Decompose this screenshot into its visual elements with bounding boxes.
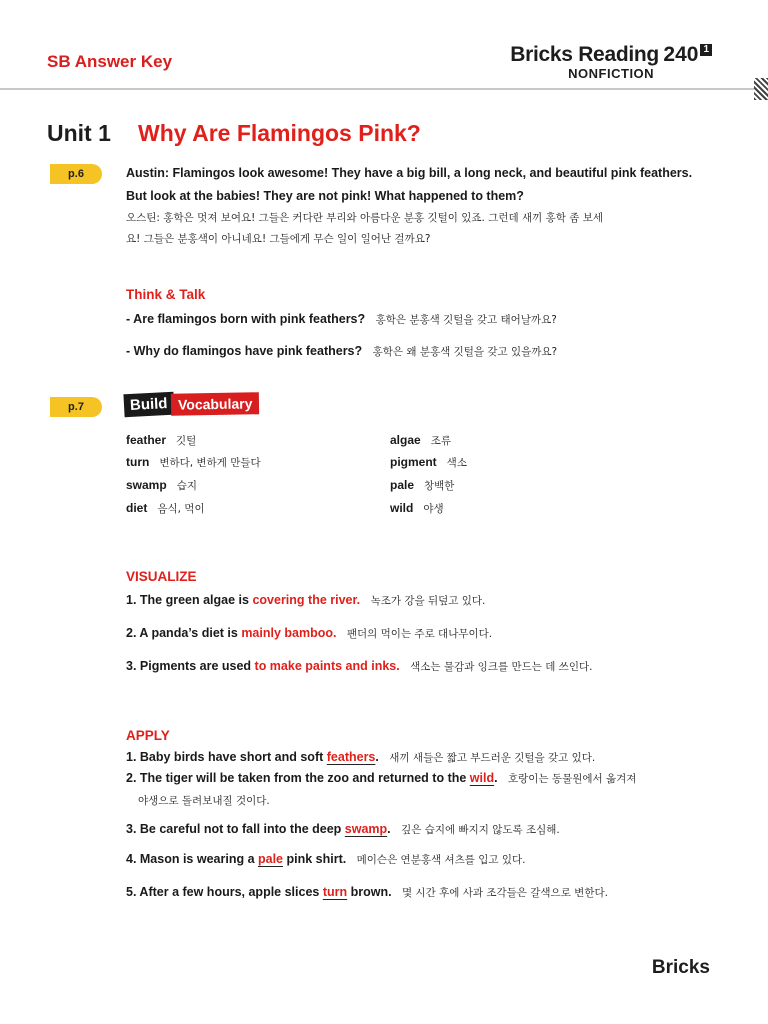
answer-text: swamp <box>344 822 388 836</box>
korean-translation: 새끼 새들은 짧고 부드러운 깃털을 갖고 있다. <box>389 752 596 764</box>
korean-translation: 팬더의 먹이는 주로 대나무이다. <box>346 628 493 640</box>
sentence-text: 1. Baby birds have short and soft <box>126 750 327 764</box>
korean-translation: 메이슨은 연분홍색 셔츠를 입고 있다. <box>356 854 526 866</box>
vocab-item <box>126 455 261 470</box>
footer-logo: Bricks <box>651 957 710 978</box>
answer-text: mainly bamboo. <box>241 626 337 640</box>
sentence-text: 2. A panda’s diet is <box>126 626 242 640</box>
vocab-word: turn <box>126 455 150 469</box>
vocab-word: swamp <box>126 478 167 492</box>
sentence-text: 1. The green algae is <box>126 593 253 607</box>
brand-main-text: Bricks Reading <box>510 43 659 66</box>
header-divider-hatch <box>754 78 768 100</box>
korean-translation: 색소는 물감과 잉크를 만드는 데 쓰인다. <box>410 661 593 673</box>
page-tag-p7: p.7 <box>50 397 102 417</box>
korean-translation: 깊은 습지에 빠지지 않도록 조심해. <box>401 824 560 836</box>
vocab-meaning: 음식, 먹이 <box>157 503 205 515</box>
sentence-end: . <box>375 750 379 764</box>
vocab-meaning: 조류 <box>430 435 451 447</box>
korean-translation: 녹조가 강을 뒤덮고 있다. <box>370 595 486 607</box>
think-talk-heading: Think & Talk <box>126 287 206 302</box>
intro-english-2: But look at the babies! They are not pink! What happened to them? <box>126 189 524 203</box>
vocab-item <box>126 433 196 448</box>
brand-number: 240 <box>663 43 699 66</box>
think-talk-question-1 <box>126 312 557 327</box>
vocab-word: diet <box>126 501 148 515</box>
vocab-word: feather <box>126 433 167 447</box>
badge-vocabulary-text: Vocabulary <box>170 392 259 416</box>
answer-text: pale <box>258 852 284 866</box>
answer-key-label: SB Answer Key <box>47 52 173 71</box>
vocab-meaning: 야생 <box>423 503 444 515</box>
visualize-item-3 <box>126 659 592 674</box>
vocab-meaning: 깃털 <box>176 435 197 447</box>
sentence-text: 4. Mason is wearing a <box>126 852 258 866</box>
vocab-word: algae <box>390 433 421 447</box>
vocab-item <box>390 455 467 470</box>
brand-subtitle: NONFICTION <box>568 66 655 81</box>
apply-heading: APPLY <box>126 728 170 743</box>
page-tag-p6: p.6 <box>50 164 102 184</box>
vocab-item <box>126 501 205 516</box>
vocab-item <box>126 478 197 493</box>
sentence-end: pink shirt. <box>283 852 347 866</box>
apply-item-3 <box>126 822 560 837</box>
answer-text: to make paints and inks. <box>254 659 400 673</box>
badge-build-text: Build <box>123 392 174 418</box>
vocab-meaning: 색소 <box>446 457 467 469</box>
apply-item-5 <box>126 885 608 900</box>
apply-item-1 <box>126 750 595 765</box>
build-vocabulary-badge <box>124 393 259 420</box>
visualize-item-1 <box>126 593 485 608</box>
vocab-item <box>390 501 444 516</box>
intro-english-1: Austin: Flamingos look awesome! They have a big bill, a long neck, and beautiful pink feathers. <box>126 166 693 180</box>
vocab-meaning: 습지 <box>176 480 197 492</box>
question-korean: 홍학은 왜 분홍색 깃털을 갖고 있을까요? <box>372 346 558 358</box>
question-english: - Why do flamingos have pink feathers? <box>126 344 363 358</box>
korean-translation: 몇 시간 후에 사과 조각들은 갈색으로 변한다. <box>402 887 608 899</box>
visualize-item-2 <box>126 626 492 641</box>
answer-text: feathers <box>326 750 376 764</box>
sentence-text: 3. Pigments are used <box>126 659 255 673</box>
question-korean: 홍학은 분홍색 깃털을 갖고 태어날까요? <box>375 314 557 326</box>
sentence-end: . <box>387 822 391 836</box>
vocab-meaning: 창백한 <box>424 480 455 492</box>
sentence-text: 3. Be careful not to fall into the deep <box>126 822 345 836</box>
vocab-meaning: 변하다, 변하게 만들다 <box>159 457 261 469</box>
unit-title: Why Are Flamingos Pink? <box>138 120 421 146</box>
vocab-word: pale <box>390 478 415 492</box>
korean-translation: 호랑이는 동물원에서 옮겨져 <box>508 773 637 785</box>
unit-label: Unit 1 <box>47 120 111 146</box>
answer-text: covering the river. <box>252 593 361 607</box>
apply-item-4 <box>126 852 525 867</box>
intro-korean-1: 오스틴: 홍학은 멋져 보여요! 그들은 커다란 부리와 아름다운 분홍 깃털이 있죠. 그런데 새끼 홍학 좀 보세 <box>126 212 604 224</box>
vocab-word: wild <box>390 501 414 515</box>
brand-level-box: 1 <box>700 44 712 56</box>
header-divider <box>0 88 768 90</box>
answer-text: wild <box>469 771 495 785</box>
sentence-end: brown. <box>347 885 392 899</box>
sentence-end: . <box>494 771 498 785</box>
brand-logo <box>510 44 712 80</box>
vocab-word: pigment <box>390 455 437 469</box>
intro-korean-2: 요! 그들은 분홍색이 아니네요! 그들에게 무슨 일이 일어난 걸까요? <box>126 233 431 245</box>
sentence-text: 2. The tiger will be taken from the zoo and returned to the <box>126 771 470 785</box>
apply-item-2 <box>126 771 636 786</box>
think-talk-question-2 <box>126 344 557 359</box>
vocab-item <box>390 433 451 448</box>
visualize-heading: VISUALIZE <box>126 569 197 584</box>
sentence-text: 5. After a few hours, apple slices <box>126 885 323 899</box>
question-english: - Are flamingos born with pink feathers? <box>126 312 366 326</box>
apply-item-2-korean-continued: 야생으로 돌려보내질 것이다. <box>138 795 270 807</box>
answer-text: turn <box>322 885 348 899</box>
vocab-item <box>390 478 454 493</box>
